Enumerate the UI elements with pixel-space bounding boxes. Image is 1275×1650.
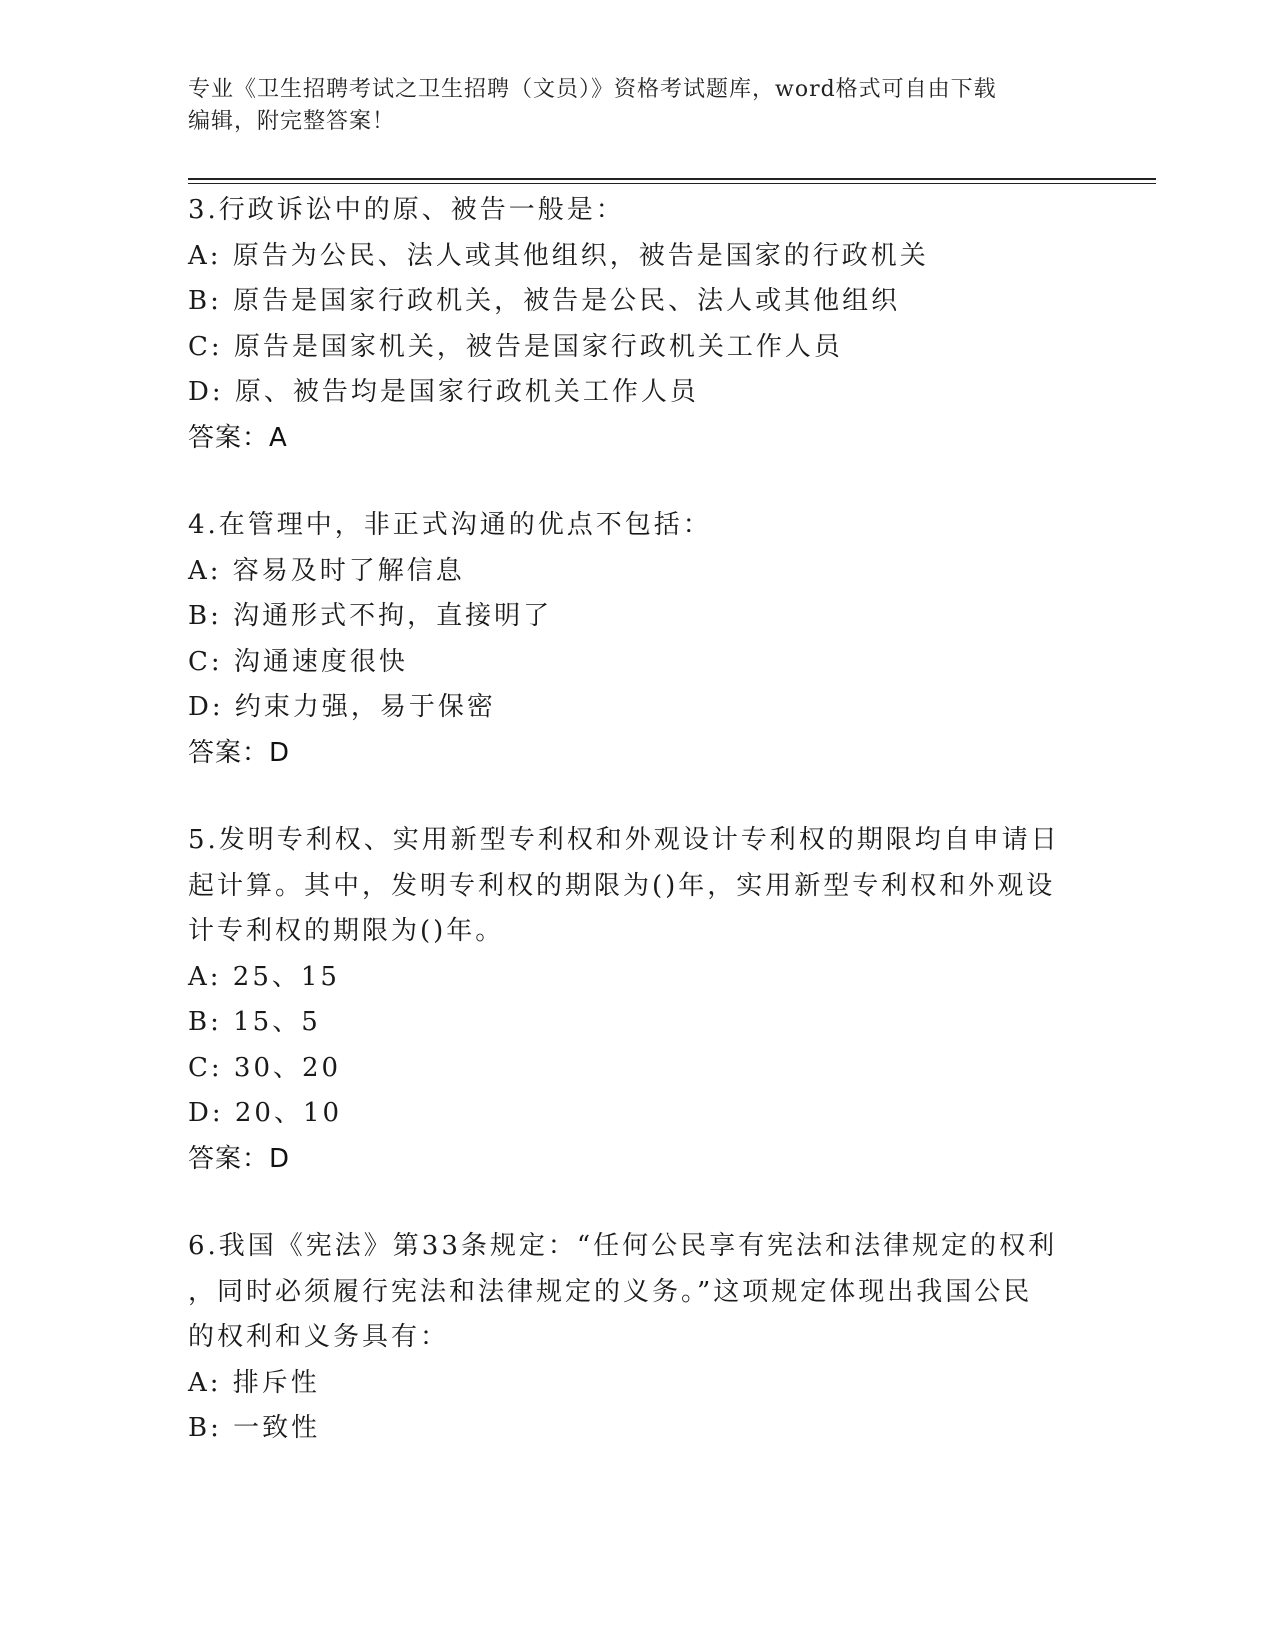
- header-line-2: 编辑，附完整答案！: [188, 109, 396, 134]
- answer: 答案：A: [188, 422, 288, 453]
- question-stem-line-2: ，同时必须履行宪法和法律规定的义务。”这项规定体现出我国公民: [188, 1276, 1033, 1307]
- question-list: [188, 188, 1088, 1494]
- header-rule-thin: [188, 183, 1156, 184]
- answer: 答案：D: [188, 737, 291, 768]
- option-a: A: 原告为公民、法人或其他组织，被告是国家的行政机关: [188, 240, 929, 271]
- option-a: A: 25、15: [188, 961, 340, 992]
- option-a: A: 容易及时了解信息: [188, 555, 465, 586]
- answer: 答案：D: [188, 1143, 291, 1174]
- option-b: B: 15、5: [188, 1007, 321, 1037]
- option-c: C: 30、20: [188, 1052, 342, 1083]
- option-d: D: 原、被告均是国家行政机关工作人员: [188, 377, 699, 407]
- header-line-1: 专业《卫生招聘考试之卫生招聘（文员）》资格考试题库，word格式可自由下载: [188, 77, 997, 102]
- question-stem-line-1: 5.发明专利权、实用新型专利权和外观设计专利权的期限均自申请日: [188, 825, 1060, 855]
- question-5: [188, 818, 1088, 1182]
- option-d: D: 20、10: [188, 1098, 343, 1128]
- option-b: B: 原告是国家行政机关，被告是公民、法人或其他组织: [188, 286, 901, 316]
- question-stem-line-2: 起计算。其中，发明专利权的期限为()年，实用新型专利权和外观设: [188, 870, 1056, 901]
- question-stem-line-3: 计专利权的期限为()年。: [188, 916, 505, 946]
- question-3: [188, 188, 1088, 461]
- document-header: [188, 74, 1088, 138]
- option-b: B: 一致性: [188, 1413, 321, 1443]
- option-d: D: 约束力强，易于保密: [188, 692, 496, 722]
- option-b: B: 沟通形式不拘，直接明了: [188, 601, 553, 631]
- question-4: [188, 503, 1088, 776]
- question-stem-line-3: 的权利和义务具有：: [188, 1322, 450, 1352]
- header-rule-thick: [188, 178, 1156, 180]
- question-stem: 4.在管理中，非正式沟通的优点不包括：: [188, 510, 712, 540]
- option-a: A: 排斥性: [188, 1367, 320, 1398]
- question-stem-line-1: 6.我国《宪法》第33条规定：“任何公民享有宪法和法律规定的权利: [188, 1231, 1058, 1261]
- option-c: C: 原告是国家机关，被告是国家行政机关工作人员: [188, 331, 843, 362]
- question-6: [188, 1224, 1088, 1452]
- option-c: C: 沟通速度很快: [188, 646, 408, 677]
- question-stem: 3.行政诉讼中的原、被告一般是：: [188, 195, 625, 225]
